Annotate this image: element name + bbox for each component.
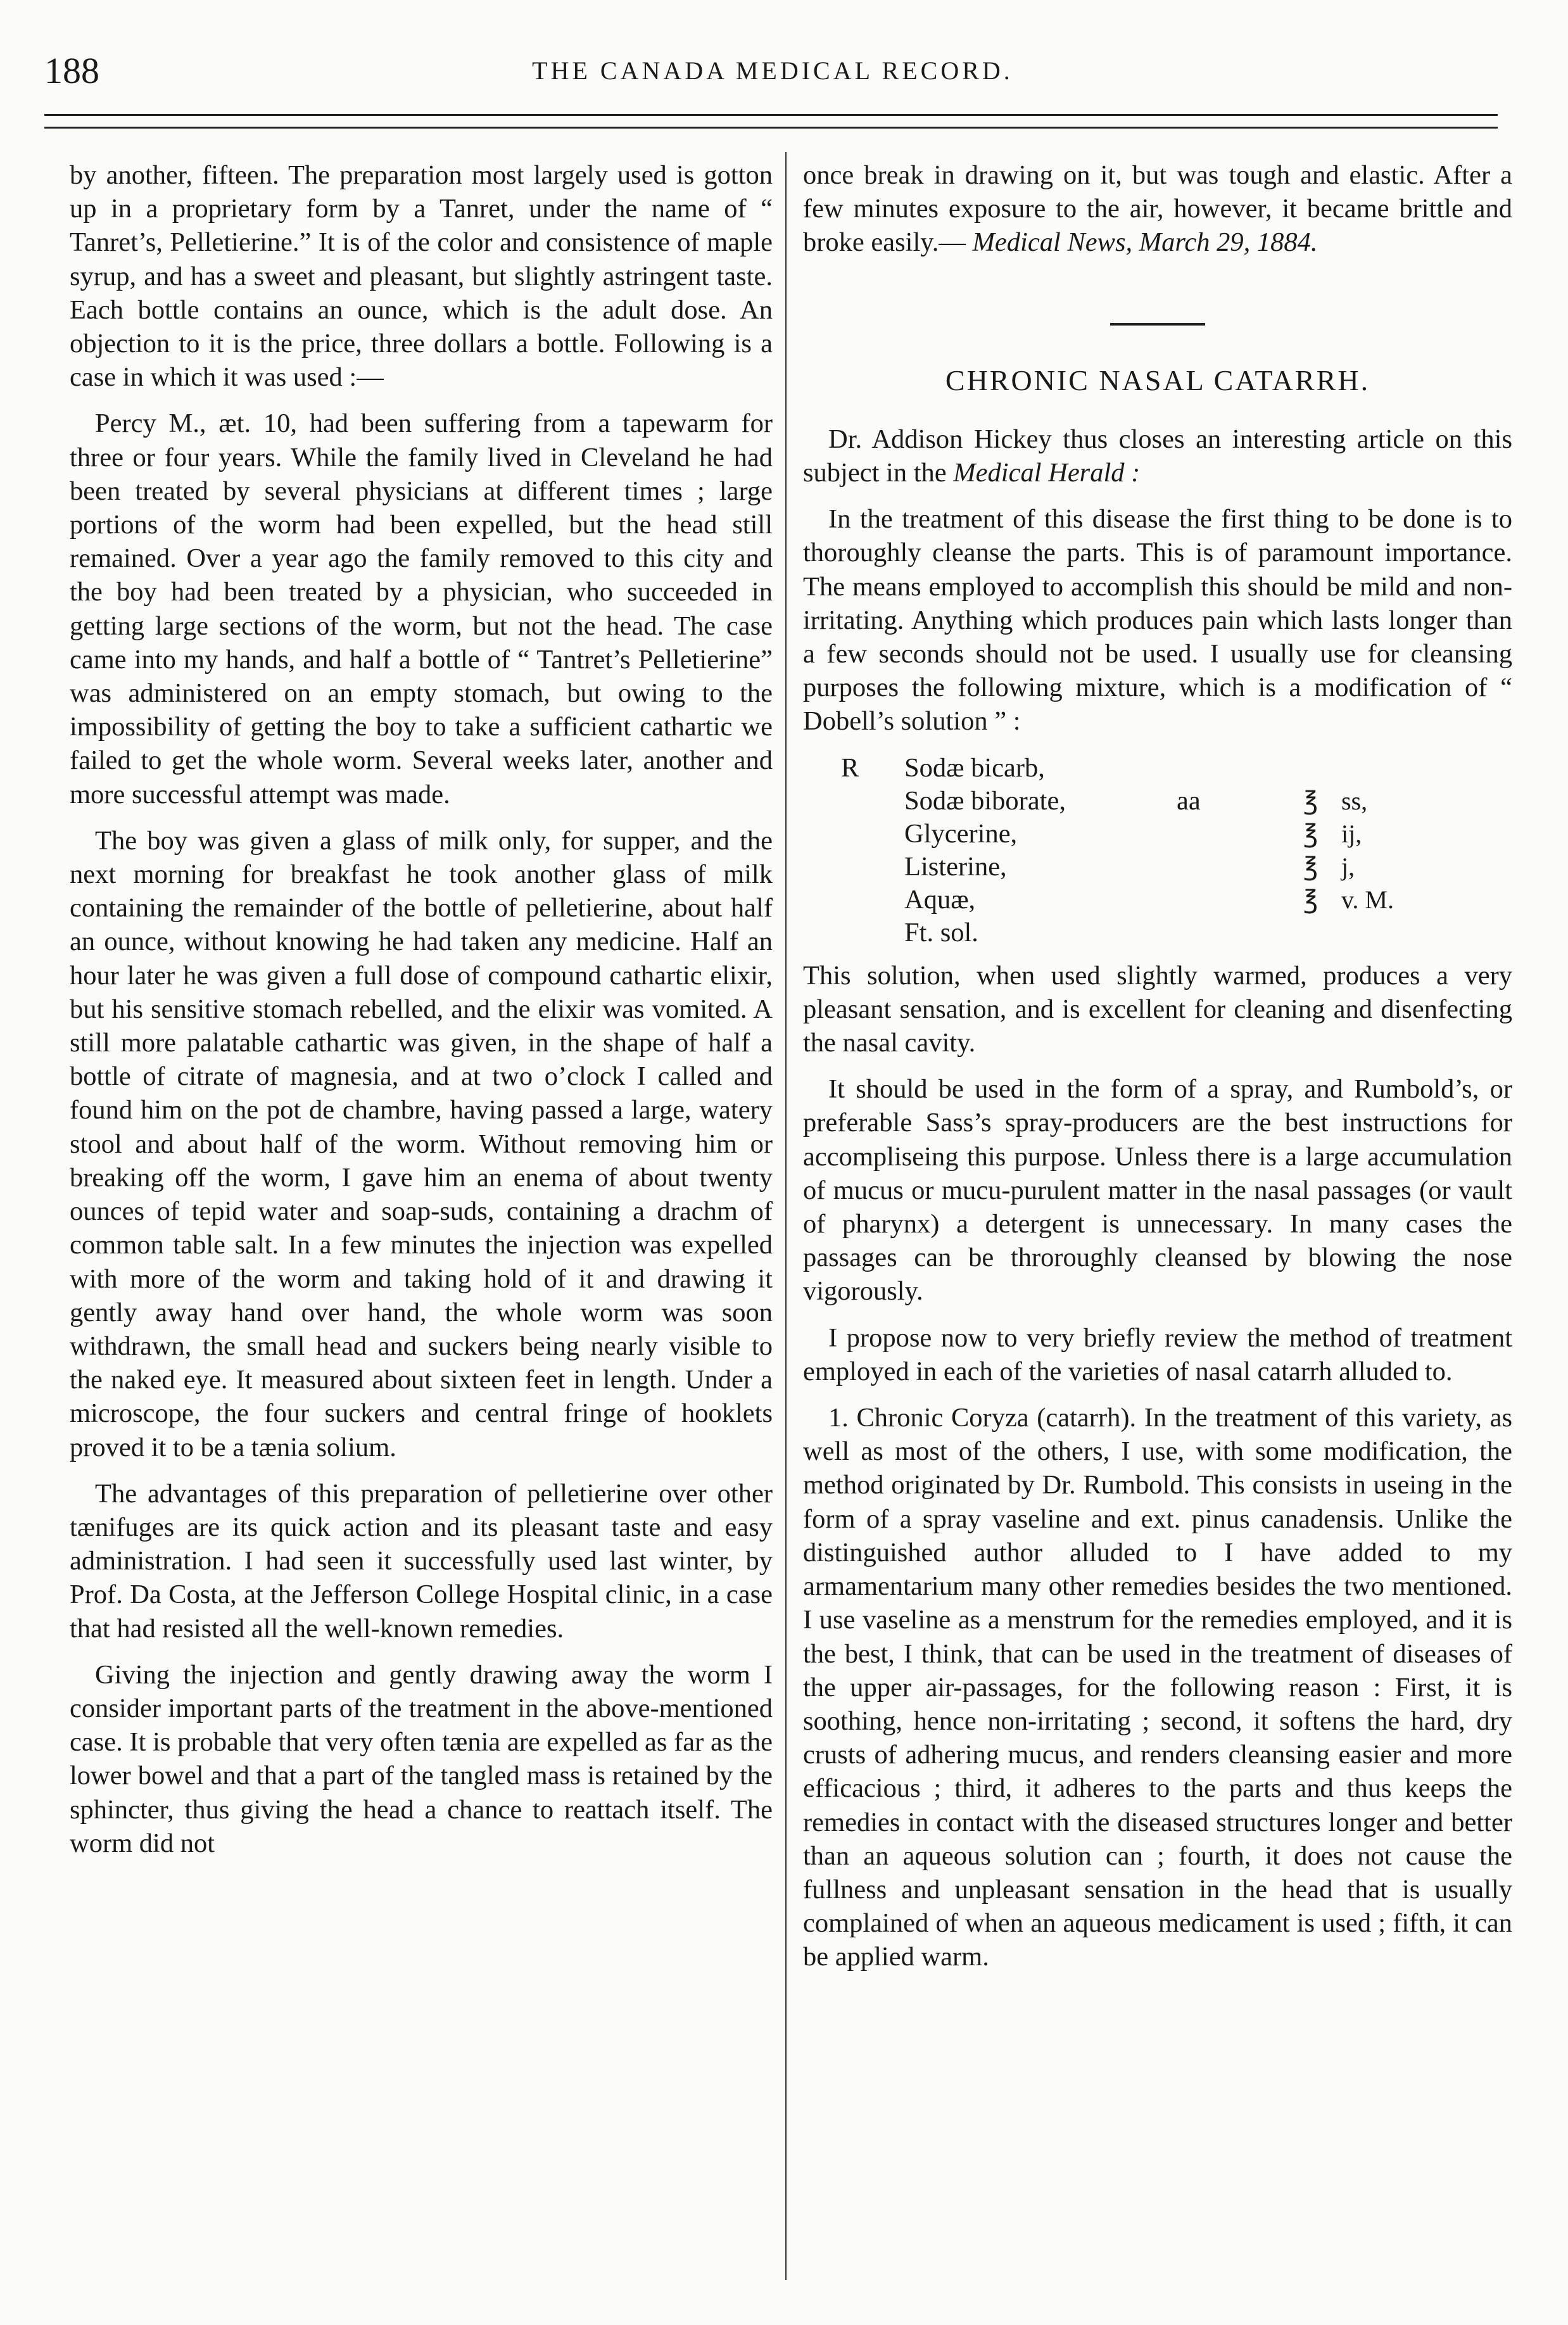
right-column [803, 158, 1512, 1987]
paragraph: Percy M., æt. 10, had been suffering from a tapewarm for three or four years. While the family lived in Cleveland he had been treated by several physicians at different times ; large portions of the worm had been expelled, but the head still remained. Over a year ago the family removed to this city and the boy had been treated by a physician, who succeeded in getting large sections of the worm, but not the head. The case came into my hands, and half a bottle of “ Tantret’s Pelletierine” was administered on an empty stomach, but owing to the impossibility of getting the boy to take a sufficient cathartic we failed to get the whole worm. Several weeks later, another and more successful attempt was made. [70, 409, 773, 809]
column-divider [785, 152, 787, 2280]
ounce-symbol: ℥ [1303, 786, 1318, 815]
header-rule-bottom [44, 127, 1498, 129]
prescription-row [841, 751, 1512, 784]
page-number: 188 [44, 50, 99, 91]
running-title: THE CANADA MEDICAL RECORD. [532, 56, 1013, 85]
ana [1177, 817, 1303, 851]
intro-paragraph [803, 422, 1512, 490]
ingredient: Sodæ bicarb, [904, 752, 1045, 783]
ingredient: Listerine, [904, 851, 1007, 882]
ounce-symbol [1303, 751, 1341, 785]
prescription-row [841, 850, 1512, 883]
ounce-symbol: ℥ [1303, 885, 1318, 914]
dose: ij, [1341, 819, 1362, 848]
section-title: CHRONIC NASAL CATARRH. [945, 364, 1370, 396]
paragraph: 1. Chronic Coryza (catarrh). In the treatment of this variety, as well as most of the others, I use, with some modification, the method originated by Dr. Rumbold. This consists in useing in the form of a spray vaseline and ext. pinus canadensis. Unlike the distinguished author alluded to I have added to my armamentarium many other remedies besides the two mentioned. I use vaseline as a menstrum for the remedies employed, and it is the best, I think, that can be used in the treatment of diseases of the upper air-passages, for the following reason : First, it is soothing, hence non-irritating ; second, it softens the hard, dry crusts of adhering mucus, and renders cleansing easier and more efficacious ; third, it adheres to the parts and thus keeps the remedies in contact with the diseased structures longer and better than an aqueous solution can ; fourth, it does not cause the fullness and unpleasant sensation in the head that is usually complained of when an aqueous medicament is used ; fifth, it can be applied warm. [803, 1403, 1512, 1972]
ingredient: Sodæ biborate, [904, 785, 1066, 816]
ounce-symbol: ℥ [1303, 819, 1318, 848]
dose: j, [1341, 852, 1355, 881]
ingredient: Ft. sol. [904, 917, 978, 947]
prescription-row [841, 883, 1512, 916]
ana: aa [1177, 785, 1201, 816]
ana [1177, 916, 1303, 949]
paragraph: In the treatment of this disease the first thing to be done is to thoroughly cleanse the parts. This is of paramount importance. The means employed to accomplish this should be mild and non-irritating. Anything which produces pain which lasts longer than a few seconds should not be used. I usually use for cleansing purposes the following mixture, which is a modification of “ Dobell’s solution ” : [803, 504, 1512, 737]
ounce-symbol [1303, 916, 1341, 949]
ingredient: Glycerine, [904, 818, 1018, 849]
paragraph: The boy was given a glass of milk only, for supper, and the next morning for breakfast he took another glass of milk containing the remainder of the bottle of pelletierine, about half an ounce, without knowing he had taken any medicine. Half an hour later he was given a full dose of compound cathartic elixir, but his sensitive stomach rebelled, and the elixir was vomited. A still more palatable cathartic was given, in the shape of half a bottle of citrate of magnesia, and at two o’clock I called and found him on the pot de chambre, having passed a large, watery stool and about half of the worm. Without removing him or breaking off the worm, I gave him an enema of about twenty ounces of tepid water and soap-suds, containing a drachm of common table salt. In a few minutes the injection was expelled with more of the worm and taking hold of it and drawing it gently away hand over hand, the whole worm was soon withdrawn, the small head and suckers being nearly visible to the naked eye. It measured about sixteen feet in length. Under a microscope, the four suckers and central fringe of hooklets proved it to be a tænia solium. [70, 825, 773, 1462]
journal-name: Medical Herald : [953, 458, 1141, 488]
left-column [70, 158, 773, 1873]
dose [1341, 751, 1493, 785]
ounce-symbol: ℥ [1303, 852, 1318, 881]
continuation-text: once break in drawing on it, but was tough and elastic. After a few minutes exposure to the air, however, it became brittle and broke easily.— [803, 160, 1512, 258]
paragraph: It should be used in the form of a spray, and Rumbold’s, or preferable Sass’s spray-producers are the best instructions for accompliseing this purpose. Unless there is a large accumulation of mucus or mucu-purulent matter in the nasal passages (or vault of pharynx) a detergent is unnecessary. In many cases the passages can be throroughly cleansed by blowing the nose vigorously. [803, 1074, 1512, 1307]
dose: v. M. [1341, 885, 1394, 914]
prescription-row [841, 784, 1512, 817]
recipe-mark: R [841, 752, 859, 783]
paragraph-continuation [803, 158, 1512, 260]
paragraph: Giving the injection and gently drawing away the worm I consider important parts of the treatment in the above-mentioned case. It is probable that very often tænia are expelled as far as the lower bowel and that a part of the tangled mass is retained by the sphincter, thus giving the head a chance to reattach itself. The worm did not [70, 1659, 773, 1858]
paragraph: The advantages of this preparation of pelletierine over other tænifuges are its quick action and its pleasant taste and easy administration. I had seen it successfully used last winter, by Prof. Da Costa, at the Jefferson College Hospital clinic, in a case that had resisted all the well-known remedies. [70, 1478, 773, 1644]
intro-text: Dr. Addison Hickey thus closes an interesting article on this subject in the [803, 424, 1512, 488]
ingredient: Aquæ, [904, 884, 976, 915]
dose [1341, 916, 1493, 949]
paragraph: This solution, when used slightly warmed, produces a very pleasant sensation, and is excellent for cleaning and disenfecting the nasal cavity. [803, 960, 1512, 1058]
recipe-mark [841, 784, 904, 818]
ana [1177, 850, 1303, 884]
prescription-row [841, 916, 1512, 949]
paragraph: by another, fifteen. The preparation most largely used is gotton up in a proprietary form by a Tanret, under the name of “ Tanret’s, Pelletierine.” It is of the color and consistence of maple syrup, and has a sweet and pleasant, but slightly astringent taste. Each bottle contains an ounce, which is the adult dose. An objection to it is the price, three dollars a bottle. Following is a case in which it was used :— [70, 160, 773, 393]
citation: Medical News, March 29, 1884. [972, 227, 1318, 258]
recipe-mark [841, 850, 904, 884]
header-rule-top [44, 114, 1498, 116]
dose: ss, [1341, 786, 1368, 815]
recipe-mark [841, 883, 904, 916]
ana [1177, 751, 1303, 785]
recipe-mark [841, 916, 904, 949]
prescription [841, 751, 1512, 949]
page-header [44, 49, 1501, 100]
prescription-row [841, 817, 1512, 850]
section-rule [1110, 323, 1205, 326]
paragraph: I propose now to very briefly review the method of treatment employed in each of the varieties of nasal catarrh alluded to. [803, 1322, 1512, 1386]
recipe-mark [841, 817, 904, 851]
ana [1177, 883, 1303, 916]
